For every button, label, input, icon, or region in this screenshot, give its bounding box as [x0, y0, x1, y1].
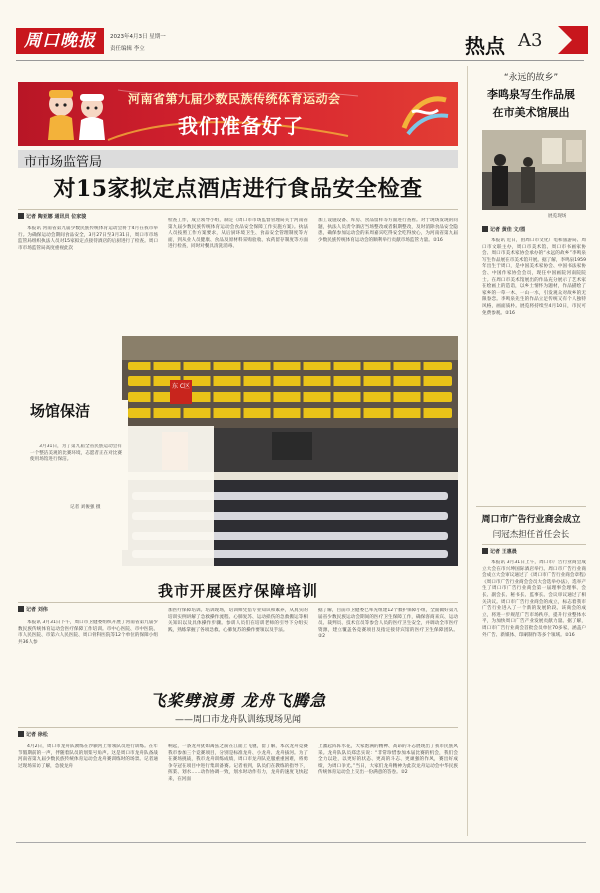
- logo-text: 周口晚报: [24, 31, 96, 51]
- dragon-subhead: ——周口市龙舟队训练现场见闻: [174, 715, 301, 725]
- page-bottom-rule: [16, 842, 586, 843]
- byline-pen-icon: [18, 606, 24, 612]
- masthead-rule: [16, 60, 584, 61]
- mascot-right-icon: [76, 92, 108, 142]
- photo-caption-area: [18, 400, 128, 550]
- exhibition-photo: [482, 130, 586, 210]
- exhibit-headline2: 在市美术馆展出: [492, 106, 570, 119]
- lead-headline-rule: [18, 209, 458, 210]
- byline-pen-icon: [482, 548, 488, 554]
- seat-section-label: 东 C区: [171, 383, 191, 390]
- medical-body-col3: 据了解，目前市卫健委已率先组建12个救护保障小组，全面做好第九届省少数民族运动会期间的医疗卫生保障工作，确保客商来宾、运动员、裁判员、技术官员等参会人员的医疗卫生安全，并调动全市医疗资源，建立覆盖各竞赛项目及指定接待宾馆的医疗卫生保障团队。②2: [318, 608, 458, 640]
- medical-rule: [18, 602, 458, 603]
- lead-headline: 对15家拟定点酒店进行食品安全检查: [53, 176, 423, 202]
- ad-body: 本报讯 3月31日上午，周口市广告行业商会成立大会在市兴坤国际酒店举行。周口市广告行业商会成立大会审议通过了《周口市广告行业商会章程》《周口市广告行业商会会员大会选举办法》，选举产生了周口市广告行业商会第一届理事会理事、会长、副会长、秘书长、监事长。会议审议通过了相关决议。周口市广告行业商会的成立，标志着我市广告行业进入了一个新的发展阶段。该商会的成立，将进一步规范广告市场秩序，提升行业整体水平，为加快周口广告产业发展贡献力量。据了解，周口市广告行业商会首批会员单位70多家，涵盖户外广告、新媒体、印刷制作等多个领域。②16: [482, 560, 586, 638]
- photo-caption-box: [122, 426, 214, 566]
- lead-byline: 记者 陶亚娜 通讯员 位家骏: [26, 214, 87, 220]
- exhibit-photo-caption: 展览现场: [548, 214, 567, 219]
- byline-pen-icon: [18, 731, 24, 737]
- lead-body-col2: 检查工作，成立领导小组，制定《周口市市场监督管理局关于河南省第九届少数民族传统体育运动会食品安全保障工作实施方案》。执法人员按照工作方案要求，从后厨环境卫生、食品安全管理制度等方面，到从业人员健康、食品及原材料采购验收、农药留存制度等方面进行检查，同时对餐具清洗消毒、: [168, 218, 308, 250]
- medical-byline: 记者 刘伟: [26, 607, 48, 613]
- games-banner: [18, 82, 458, 146]
- photo-byline: 记者 刘俊强 摄: [70, 505, 101, 510]
- medical-headline: 我市开展医疗保障培训: [157, 582, 318, 600]
- dragon-body-col2: 响起，一条龙舟犹如离弦之箭在江面上飞驰，留了解，本次龙舟竞赛我市参加三个竞赛项目，分别是标准龙舟、小龙舟、龙舟拔河。为了在赛场挑战，我市龙舟训练成绩，周口市龙舟队克服重重困难，将勇争夺冠在项目中进行集训备赛。记者看到，队员们在教练的指导下，挥桨、划水……动作协调一致，划水时动作有力，龙舟的速度飞快起来，在河面: [168, 744, 308, 782]
- right-column-rule: [476, 506, 586, 507]
- byline-pen-icon: [482, 226, 488, 232]
- dragon-body-col1: 4月2日，周口市龙舟队教练在沙颍河上带领队员进行训练。在年节假期前的一声，伴随着队员的划桨号角声。这是周口市龙舟队备战河南省第九届少数民族传统体育运动会龙舟赛训练时的场景。记者通过现场采访了解，急驶龙舟: [18, 744, 158, 769]
- lead-body-col3: 加工设施设备、库房、食品留样等方面进行查看。对于现场发现的问题，执法人员责令酒店当场整改或者限期整改，及时消除食品安全隐患，确保参加运动会的来周嘉宾吃得安全吃得放心，为河南省第九届少数民族传统体育运动会的顺利举行贡献市场监管力量。②16: [318, 218, 458, 243]
- page-number: A3: [518, 30, 543, 51]
- medical-body-col1: 本报讯 3月31日下午，周口市卫健委组织开展了河南省第九届少数民族传统体育运动会医疗保障工作培训。市中心医院、市中医院、市人民医院、市第六人民医院、周口骨科医院等12个单位的保障小组共36人参: [18, 620, 158, 645]
- lead-body-col1: 本报讯 河南省第九届少数民族传统体育运动会将于4月在我市举行。为确保运动会期间食品安全，3月27日至3月31日，周口市市场监管局组织执法人员对15家拟定点接待酒店的后厨进行了检查。周口市市场监管局高度重视此次: [18, 226, 158, 251]
- ad-rule: [482, 544, 586, 545]
- ad-byline: 记者 王惠晨: [490, 549, 517, 555]
- games-emblem-icon: [398, 88, 452, 142]
- dragon-body-col3: 上激起阵阵水花，大家饱满的精神、高昂的斗志展现出了我市民族风采。龙舟队队员郑忠实说：“非常珍惜参加本届比赛的机会，我们会全力以赴，以更好的状态、更高的斗志、更顽强的作风，赛出好成绩，为周口争光。”当日，大家们龙舟精神为此次龙舟运动会中华民族传统体育运动会上交出一份满意的答卷。②2: [318, 744, 458, 776]
- gallery-visitors-icon: [482, 130, 586, 210]
- lead-kicker-bar: [18, 150, 458, 168]
- exhibit-kicker: “永远的故乡”: [503, 73, 559, 83]
- banner-line2: 我们准备好了: [178, 114, 304, 138]
- medical-body-col2: 加医疗保障培训。培训现场，培训师凭借专业知识和素养，从真实的培训实例讲解了急救操作流程、心肺复苏、运动损伤的急救搬运等相关知识以及具体操作步骤。参训人员们在培训老师的引导下分组实践，熟练掌握了各项急救、心肺复苏的操作要领以及手法。: [168, 608, 308, 633]
- exhibit-headline1: 李鸣泉写生作品展: [487, 88, 575, 101]
- ad-headline1: 周口市广告行业商会成立: [481, 515, 581, 525]
- photo-caption: 3月31日，为了第九届全省民族运动会有一个整洁美观的比赛环境，志愿者正在对比赛使用场馆进行保洁。: [30, 444, 122, 463]
- column-divider: [467, 66, 468, 836]
- seat-section-sign: [170, 380, 192, 404]
- photo-title-text: 场馆保洁: [30, 402, 91, 420]
- exhibit-byline: 记者 黄佳 文/图: [490, 227, 526, 233]
- dragon-rule: [18, 727, 458, 728]
- mascot-left-icon: [44, 88, 78, 142]
- issue-date: 2023年4月3日 星期一: [110, 34, 166, 40]
- ad-headline2: 闫冠杰担任首任会长: [492, 530, 570, 540]
- newspaper-logo: [16, 28, 104, 54]
- lead-kicker: 市市场监管局: [24, 155, 103, 170]
- byline-pen-icon: [18, 213, 24, 219]
- exhibit-body: 本报讯 近日，由周口市文化广电和旅游局、周口市文联主办，周口市美术馆、周口市书画家协会、周口市美术家协会承办的“永远的故乡”李鸣泉写生作品展在市美术馆开展。据了解，李鸣泉1959年出生于周口，是中国美术家协会、中国书法家协会、中国作家协会会员，现任中国画院河南院院士。在周口市美术馆展出的作品充分展示了艺术家在绘画上的造诣，以乡土情怀为题材，作品描绘了家乡的一草一木、一山一水，引发观众对故乡的无限眷恋。李鸣泉先生的作品立足传统又有个人独特风格，画面质朴。展览将持续至4月10日，市民可免费参观。②16: [482, 238, 586, 316]
- page-arrow-icon: [558, 26, 588, 54]
- responsible-editor: 责任编辑 李立: [110, 46, 145, 52]
- section-title: 热点: [465, 34, 505, 58]
- banner-line1: 河南省第九届少数民族传统体育运动会: [128, 92, 341, 106]
- dragon-headline: 飞桨劈浪勇 龙舟飞腾急: [149, 691, 327, 710]
- masthead: [0, 0, 600, 64]
- venue-cleaning-photo: [122, 336, 458, 566]
- dragon-byline: 记者 徐松: [26, 732, 48, 738]
